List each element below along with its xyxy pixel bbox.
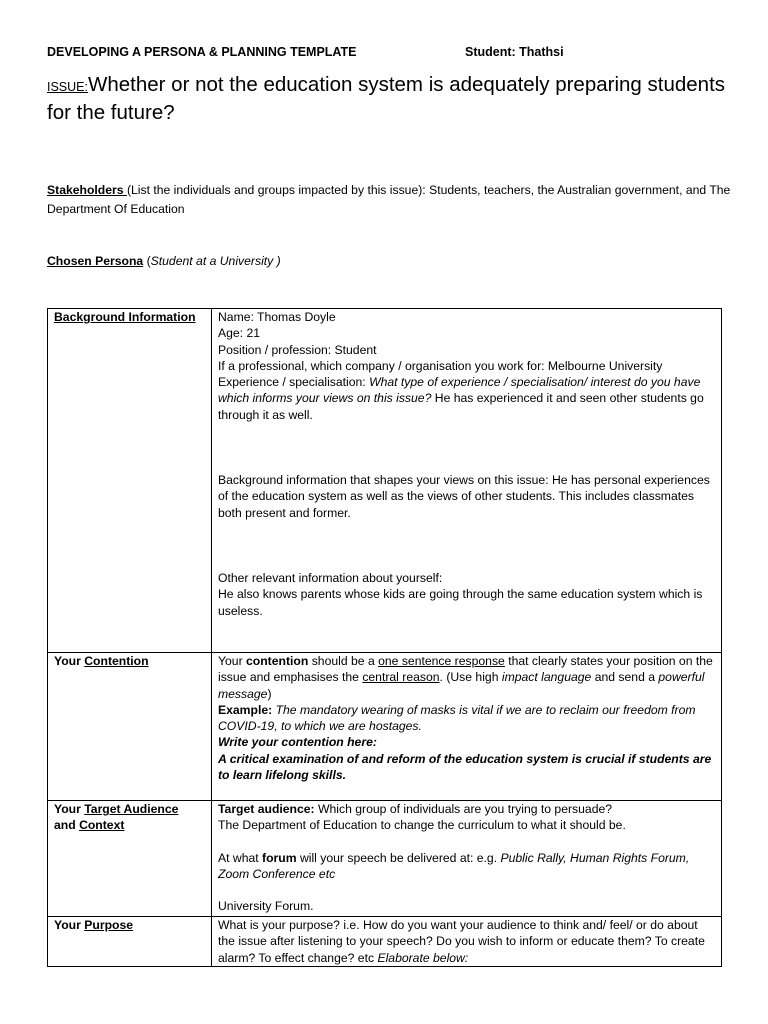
other-info-label: Other relevant information about yourself: bbox=[218, 570, 443, 585]
text-span: At what bbox=[218, 850, 263, 865]
forum-question bbox=[218, 850, 716, 883]
audience-label-cell bbox=[48, 801, 212, 917]
persona-position: Position / profession: Student bbox=[218, 342, 377, 357]
target-audience-question bbox=[218, 801, 716, 817]
purpose-instructions: What is your purpose? i.e. How do you want your audience to think and/ feel/ or do about the issue after listening to your speech? Do you wish to inform or educate them? To create alarm? To effect change? etc bbox=[218, 918, 705, 965]
context-label: Context bbox=[79, 818, 125, 833]
persona-company: If a professional, which company / organisation you work for: Melbourne University bbox=[218, 358, 663, 373]
audience-label-mid: and bbox=[54, 818, 80, 833]
experience-prefix: Experience / specialisation: bbox=[218, 375, 370, 390]
stakeholders-text: (List the individuals and groups impacted by this issue): Students, teachers, the Australian government, and The Department Of Education bbox=[47, 183, 731, 216]
persona-value: Student at a University ) bbox=[150, 254, 281, 268]
text-span: forum bbox=[262, 850, 297, 865]
stakeholders-section bbox=[47, 181, 737, 218]
text-span: Public Rally, Human Rights Forum, Zoom Conference etc bbox=[218, 850, 690, 881]
document-header bbox=[47, 44, 747, 60]
persona-name: Name: Thomas Doyle bbox=[218, 310, 336, 324]
contention-example bbox=[218, 702, 716, 735]
text-span: should be a bbox=[308, 654, 379, 668]
text-span: ) bbox=[267, 686, 272, 701]
example-text: The mandatory wearing of masks is vital if we are to reclaim our freedom from COVID-19, to which we are hostages. bbox=[218, 702, 696, 734]
table-row bbox=[48, 309, 722, 653]
purpose-label: Purpose bbox=[84, 918, 134, 932]
issue-text: Whether or not the education system is adequately preparing students for the future? bbox=[47, 73, 726, 124]
student-name: Student: Thathsi bbox=[465, 45, 564, 59]
background-text: Background information that shapes your views on this issue: He has personal experiences of the education system as well as the views of other students. This includes classmates both present and former. bbox=[218, 473, 710, 520]
purpose-label-cell bbox=[48, 917, 212, 967]
issue-statement bbox=[47, 72, 737, 126]
contention-label: Contention bbox=[84, 654, 149, 668]
elaborate-label: Elaborate below: bbox=[377, 950, 469, 965]
text-span: will your speech be delivered at: e.g. bbox=[296, 850, 501, 865]
experience-prompt: What type of experience / specialisation/ interest do you have which informs your views on this issue? bbox=[218, 375, 701, 406]
persona-label: Chosen Persona bbox=[47, 254, 144, 268]
contention-instructions bbox=[218, 653, 716, 702]
text-span: one sentence response bbox=[378, 654, 505, 668]
document-title: DEVELOPING A PERSONA & PLANNING TEMPLATE bbox=[47, 45, 357, 59]
background-label: Background Information bbox=[54, 310, 196, 324]
text-span: that clearly states your position on the issue and emphasises the bbox=[218, 654, 713, 685]
contention-label-prefix: Your bbox=[54, 654, 85, 668]
contention-text: A critical examination of and reform of the education system is crucial if students are to learn lifelong skills. bbox=[218, 751, 712, 783]
target-audience-answer: The Department of Education to change the curriculum to what it should be. bbox=[218, 818, 626, 833]
text-span: . (Use high bbox=[439, 670, 502, 685]
stakeholders-label: Stakeholders bbox=[47, 183, 127, 197]
table-row bbox=[48, 653, 722, 801]
text-span: contention bbox=[246, 654, 309, 668]
text-span: Your bbox=[218, 654, 247, 668]
target-audience-text: Which group of individuals are you trying to persuade? bbox=[314, 802, 613, 816]
persona-age: Age: 21 bbox=[218, 326, 261, 341]
background-label-cell bbox=[48, 309, 212, 653]
audience-label-prefix: Your bbox=[54, 802, 85, 816]
persona-experience bbox=[218, 374, 716, 423]
write-contention-label: Write your contention here: bbox=[218, 735, 377, 750]
experience-answer: He has experienced it and seen other students go through it as well. bbox=[218, 391, 704, 422]
target-audience-label: Target audience: bbox=[218, 802, 315, 816]
table-row bbox=[48, 917, 722, 967]
forum-answer: University Forum. bbox=[218, 899, 314, 914]
text-span: and send a bbox=[591, 670, 659, 685]
text-span: central reason bbox=[362, 670, 440, 685]
contention-content-cell bbox=[212, 653, 722, 801]
text-span: powerful message bbox=[218, 670, 705, 701]
purpose-content-cell bbox=[212, 917, 722, 967]
contention-label-cell bbox=[48, 653, 212, 801]
issue-label: ISSUE: bbox=[47, 80, 88, 94]
persona-section bbox=[47, 253, 737, 269]
other-info-text: He also knows parents whose kids are going through the same education system which is useless. bbox=[218, 587, 703, 618]
table-row bbox=[48, 801, 722, 917]
background-content-cell bbox=[212, 309, 722, 653]
example-label: Example: bbox=[218, 702, 273, 717]
planning-table bbox=[47, 308, 722, 967]
purpose-text bbox=[218, 917, 716, 966]
purpose-label-prefix: Your bbox=[54, 918, 85, 932]
audience-content-cell bbox=[212, 801, 722, 917]
text-span: impact language bbox=[501, 670, 592, 685]
persona-paren: ( bbox=[143, 254, 151, 268]
audience-label: Target Audience bbox=[84, 802, 179, 816]
